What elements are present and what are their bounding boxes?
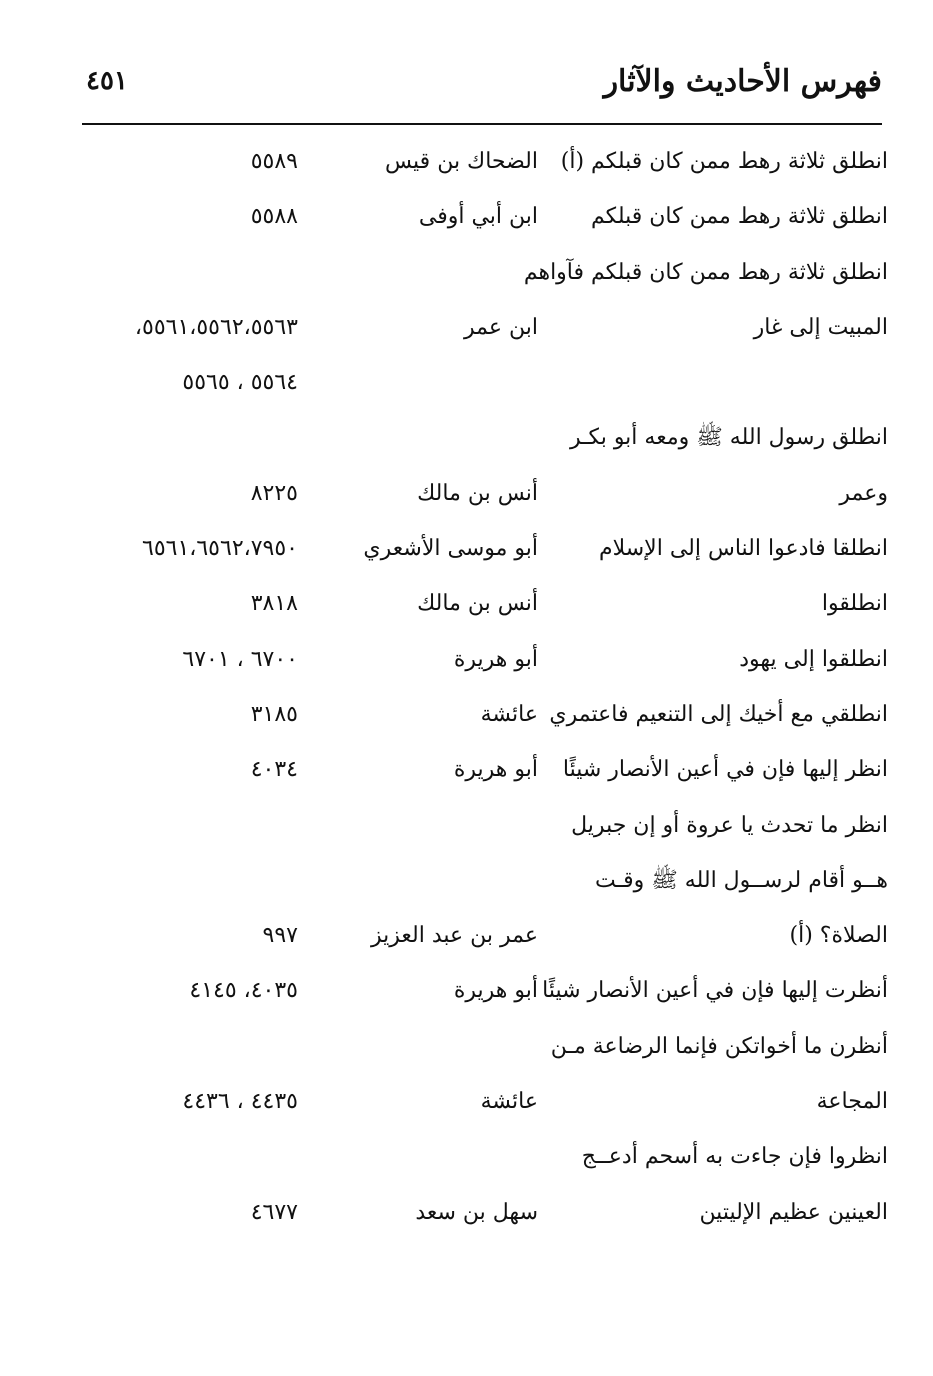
index-entry — [82, 632, 888, 687]
index-entry — [82, 908, 888, 963]
hadith-text: انطلق ثلاثة رهط ممن كان قبلكم (أ) — [560, 149, 888, 174]
hadith-text: انطلق رسول الله ﷺ ومعه أبو بكـر — [569, 425, 888, 451]
narrator-name: أنس بن مالك — [417, 591, 538, 617]
index-entry — [82, 798, 888, 853]
narrator-name: أبو هريرة — [453, 646, 538, 672]
hadith-reference-numbers: ٤٦٧٧ — [250, 1199, 298, 1225]
narrator-name: عائشة — [480, 701, 538, 727]
narrator-name: أبو هريرة — [453, 978, 538, 1004]
hadith-text: انطلقوا إلى يهود — [739, 646, 888, 672]
hadith-reference-numbers: ٣١٨٥ — [250, 701, 298, 727]
hadith-text: أنظرت إليها فإن في أعين الأنصار شيئًا — [542, 978, 888, 1004]
hadith-text: انطلقا فادعوا الناس إلى الإسلام — [599, 536, 888, 562]
hadith-text: هــو أقام لرســول الله ﷺ وقـت — [595, 867, 888, 893]
hadith-text: انظر ما تحدث يا عروة أو إن جبريل — [571, 812, 888, 838]
narrator-name: أبو هريرة — [453, 757, 538, 783]
index-entry — [82, 189, 888, 244]
index-entry — [82, 1185, 888, 1240]
hadith-text: الصلاة؟ (أ) — [789, 923, 888, 949]
hadith-reference-numbers: ٣٨١٨ — [250, 591, 298, 617]
hadith-reference-numbers: ٥٥٦٤ ، ٥٥٦٥ — [182, 370, 298, 396]
index-entry — [82, 245, 888, 300]
hadith-reference-numbers: ٥٥٦١،٥٥٦٢،٥٥٦٣، — [134, 314, 298, 340]
narrator-name: أبو موسى الأشعري — [363, 536, 538, 562]
page-header — [82, 60, 882, 116]
hadith-text: انطلق ثلاثة رهط ممن كان قبلكم فآواهم — [523, 259, 888, 285]
hadith-text: انطلقوا — [821, 591, 888, 617]
hadith-text: انظر إليها فإن في أعين الأنصار شيئًا — [562, 757, 888, 783]
hadith-reference-numbers: ٦٥٦١،٦٥٦٢،٧٩٥٠ — [142, 536, 298, 562]
index-entry — [82, 410, 888, 465]
index-entry — [82, 963, 888, 1018]
narrator-name: ابن عمر — [464, 314, 538, 340]
hadith-reference-numbers: ٨٢٢٥ — [250, 480, 298, 506]
narrator-name: سهل بن سعد — [415, 1199, 538, 1225]
header-divider — [82, 123, 882, 125]
index-entry — [82, 300, 888, 355]
running-title: فهرس الأحاديث والآثار — [603, 64, 882, 99]
index-entry — [82, 521, 888, 576]
hadith-reference-numbers: ٤٠٣٥، ٤١٤٥ — [189, 978, 298, 1004]
hadith-text: انظروا فإن جاءت به أسحم أدعــج — [581, 1144, 888, 1170]
hadith-reference-numbers: ٥٥٨٩ — [250, 149, 298, 174]
hadith-text: انطلقي مع أخيك إلى التنعيم فاعتمري — [549, 701, 888, 727]
index-entry — [82, 355, 888, 410]
narrator-name: ابن أبي أوفى — [418, 204, 538, 230]
index-entry — [82, 1019, 888, 1074]
index-entry — [82, 853, 888, 908]
narrator-name: أنس بن مالك — [417, 480, 538, 506]
index-entry — [82, 576, 888, 631]
index-entry — [82, 134, 888, 189]
hadith-text: أنظرن ما أخواتكن فإنما الرضاعة مـن — [550, 1033, 888, 1059]
hadith-text: العينين عظيم الإليتين — [699, 1199, 888, 1225]
index-entry — [82, 1129, 888, 1184]
narrator-name: الضحاك بن قيس — [385, 149, 538, 174]
hadith-text: وعمر — [839, 480, 888, 506]
narrator-name: عائشة — [480, 1089, 538, 1115]
index-entry — [82, 742, 888, 797]
hadith-text: المجاعة — [816, 1089, 888, 1115]
hadith-text: المبيت إلى غار — [753, 314, 888, 340]
hadith-reference-numbers: ٥٥٨٨ — [250, 204, 298, 230]
hadith-reference-numbers: ٩٩٧ — [262, 923, 298, 949]
hadith-index-list — [82, 134, 888, 1240]
hadith-reference-numbers: ٤٤٣٥ ، ٤٤٣٦ — [182, 1089, 298, 1115]
narrator-name: عمر بن عبد العزيز — [371, 923, 538, 949]
hadith-reference-numbers: ٦٧٠٠ ، ٦٧٠١ — [182, 646, 298, 672]
hadith-reference-numbers: ٤٠٣٤ — [250, 757, 298, 783]
index-entry — [82, 687, 888, 742]
index-entry — [82, 466, 888, 521]
index-entry — [82, 1074, 888, 1129]
hadith-text: انطلق ثلاثة رهط ممن كان قبلكم — [591, 204, 888, 230]
page-number: ٤٥١ — [86, 66, 128, 96]
